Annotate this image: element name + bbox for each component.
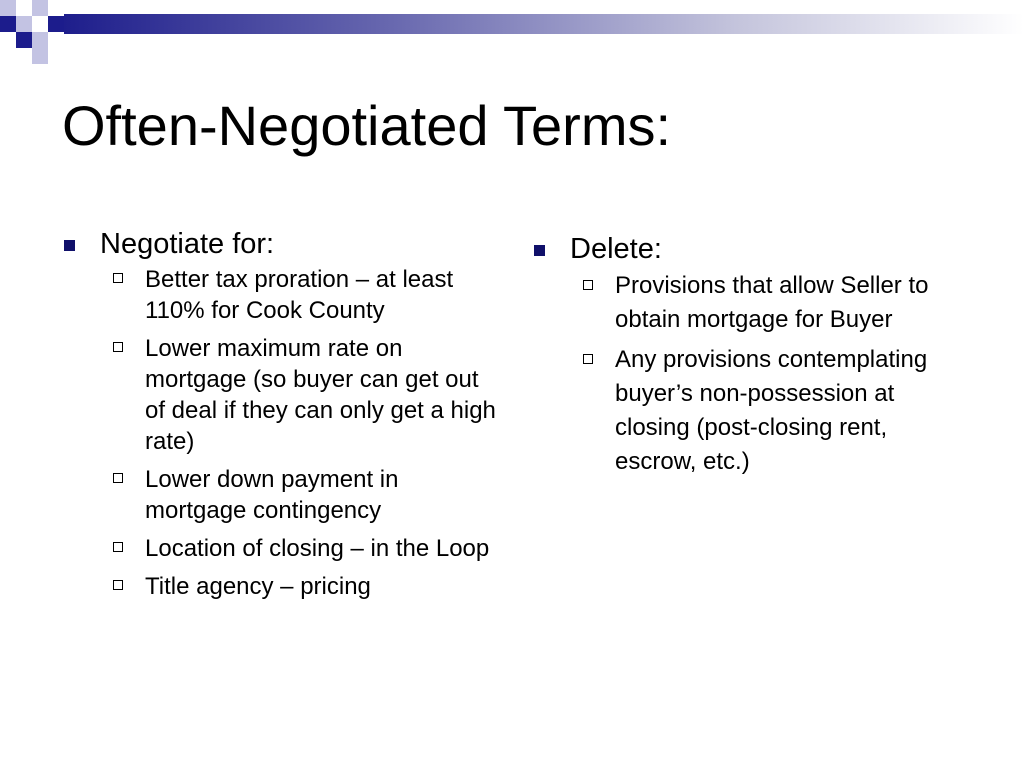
decor-square [0,16,16,32]
list-item [62,464,502,526]
right-column [532,231,972,485]
slide-title: Often-Negotiated Terms: [62,94,672,157]
decor-square [48,16,64,32]
hollow-square-bullet-icon [113,273,123,283]
list-item-text: Title agency – pricing [145,573,371,600]
bullet-heading: Delete: [570,233,662,265]
decor-square [32,48,48,64]
bullet-delete [532,231,972,267]
list-item-text: Better tax proration – at least 110% for Cook County [145,266,454,324]
list-item [62,333,502,457]
header-decoration [0,0,1024,64]
list-item-text: Lower down payment in mortgage contingency [145,466,399,524]
list-item [532,343,972,479]
hollow-square-bullet-icon [113,342,123,352]
decor-square [16,32,32,48]
gradient-bar [64,14,1024,34]
list-item-text: Any provisions contemplating buyer’s non-possession at closing (post-closing rent, escrow, etc.) [615,346,928,475]
left-column [62,226,502,609]
hollow-square-bullet-icon [113,542,123,552]
decor-square [32,0,48,16]
list-item [62,533,502,564]
decor-square [32,32,48,48]
list-item [532,269,972,337]
bullet-heading: Negotiate for: [100,228,275,260]
negotiate-list [62,264,502,602]
square-bullet-icon [534,245,545,256]
list-item-text: Lower maximum rate on mortgage (so buyer can get out of deal if they can only get a high rate) [145,335,496,455]
square-bullet-icon [64,240,75,251]
hollow-square-bullet-icon [113,580,123,590]
list-item-text: Location of closing – in the Loop [145,535,490,562]
hollow-square-bullet-icon [583,354,593,364]
decor-square [16,0,32,16]
delete-list [532,269,972,479]
hollow-square-bullet-icon [583,280,593,290]
list-item-text: Provisions that allow Seller to obtain mortgage for Buyer [615,272,929,333]
list-item [62,571,502,602]
list-item [62,264,502,326]
decor-square [0,0,16,16]
decor-square [16,16,32,32]
hollow-square-bullet-icon [113,473,123,483]
bullet-negotiate-for [62,226,502,262]
